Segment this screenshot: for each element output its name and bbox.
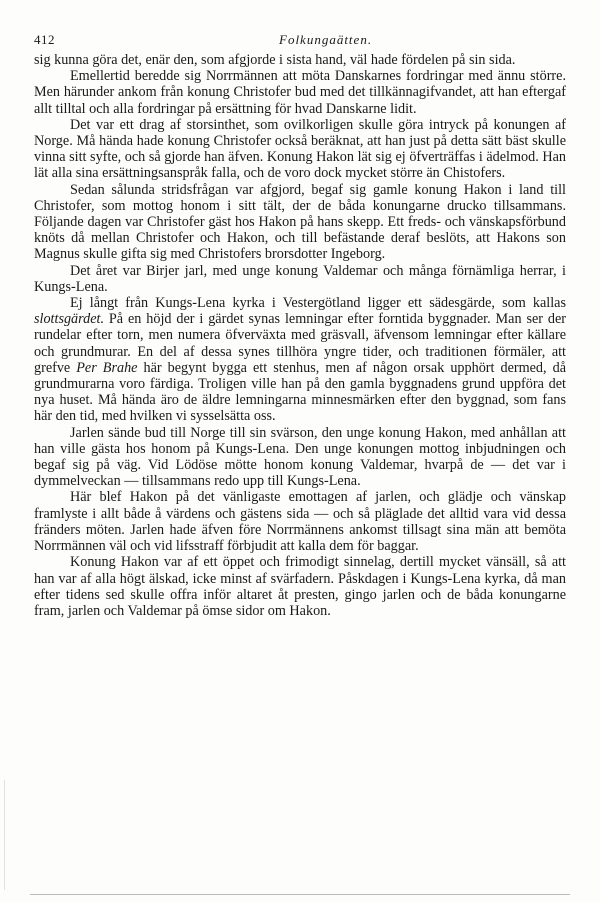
- paragraph: [34, 554, 566, 619]
- page-bottom-edge: [30, 894, 570, 895]
- paragraph: [34, 68, 566, 117]
- paragraph-text: På en höjd der i gärdet synas lemningar efter forntida byggnader. Man ser der rundelar efter torn, men numera öfverväxta med gräsvall, äfvensom lemningar efter källare och grundmurar. En del af dessa synes tillhöra yngre tider, och traditionen förmäler, att grefve: [34, 311, 566, 376]
- paragraph-text: Ej långt från Kungs-Lena kyrka i Vestergötland ligger ett sädesgärde, som kallas: [70, 295, 566, 312]
- emphasized-text: Per Brahe: [76, 359, 138, 376]
- page-header: [34, 32, 554, 50]
- paragraph-text: Det året var Birjer jarl, med unge konung Valdemar och många förnämliga herrar, i Kungs-Lena.: [34, 262, 566, 295]
- paragraph: [34, 425, 566, 490]
- margin-shadow: [4, 780, 5, 890]
- running-title: Folkungaätten.: [279, 32, 373, 47]
- paragraph: [34, 52, 566, 68]
- paragraph-text: Det var ett drag af storsinthet, som ovilkorligen skulle göra intryck på konungen af Norge. Må hända hade konung Christofer också beräknat, att han just på detta sätt bäst skulle vinna sitt syfte, och så gjorde han äfven. Konung Hakon lät sig ej öfverträffas i ädelmod. Han lät alla sina ersättningsanspråk falla, och de voro dock mycket större än Chistofers.: [34, 116, 566, 182]
- paragraph-text: sig kunna göra det, enär den, som afgjorde i sista hand, väl hade fördelen på sin sida.: [34, 52, 516, 68]
- emphasized-text: slottsgärdet.: [34, 311, 105, 328]
- paragraph-text: Jarlen sände bud till Norge till sin svärson, den unge konung Hakon, med anhållan att han ville gästa hos honom på Kungs-Lena. Den unge konungen mottog inbjudningen och begaf sig på väg. Vid Lödöse mötte honom konung Valdemar, hvarpå de — det var i dymmelveckan — tillsammans redo upp till Kungs-Lena.: [34, 424, 566, 490]
- paragraph-text: Sedan sålunda stridsfrågan var afgjord, begaf sig gamle konung Hakon i land till Christofer, som mottog honom i sitt tält, der de båda konungarne drucko tillsammans. Följande dagen var Christofer gäst hos Hakon på hans skepp. Ett freds- och vänskapsförbund knöts då mellan Christofer och Hakon, och till befästande deraf beslöts, att Hakons son Magnus skulle gifta sig med Christofers brorsdotter Ingeborg.: [34, 181, 566, 263]
- paragraph: [34, 489, 566, 554]
- paragraph-text: här begynt bygga ett stenhus, men af någon orsak upphört dermed, då grundmurarna voro färdiga. Troligen ville han på den gamla byggnadens grund uppföra det nya huset. Må hända äro de äldre lemningarna minnesmärken efter den byggnad, som fans här den tid, med hvilken vi sysselsätta oss.: [34, 359, 566, 425]
- page-number: 412: [34, 32, 55, 47]
- paragraph-text: Konung Hakon var af ett öppet och frimodigt sinnelag, dertill mycket vänsäll, så att han var af alla högt älskad, icke minst af svärfadern. Påskdagen i Kungs-Lena kyrka, då man efter tidens sed skulle offra inför altaret åt presten, gingo jarlen och de båda konungarne fram, jarlen och Valdemar på ömse sidor om Hakon.: [34, 554, 566, 619]
- body-text: [34, 52, 566, 619]
- paragraph: [34, 182, 566, 263]
- paragraph: [34, 295, 566, 425]
- paragraph: [34, 117, 566, 182]
- paragraph-text: Här blef Hakon på det vänligaste emottagen af jarlen, och glädje och vänskap framlyste i allt både å värdens och gästens sida — och så pläglade det alltid vara vid dessa fränders möten. Jarlen hade äfven före Norrmännens ankomst tillsagt sina män att bemöta Norrmännen väl och vid lifsstraff förbjudit att kalla dem för baggar.: [34, 489, 566, 555]
- paragraph-text: Emellertid beredde sig Norrmännen att möta Danskarnes fordringar med ännu större. Men härunder ankom från konung Christofer bud med det tillkännagifvandet, att han eftergaf allt tilltal och alla fordringar på ersättning för hvad Danskarne lidit.: [34, 68, 566, 117]
- paragraph: [34, 263, 566, 295]
